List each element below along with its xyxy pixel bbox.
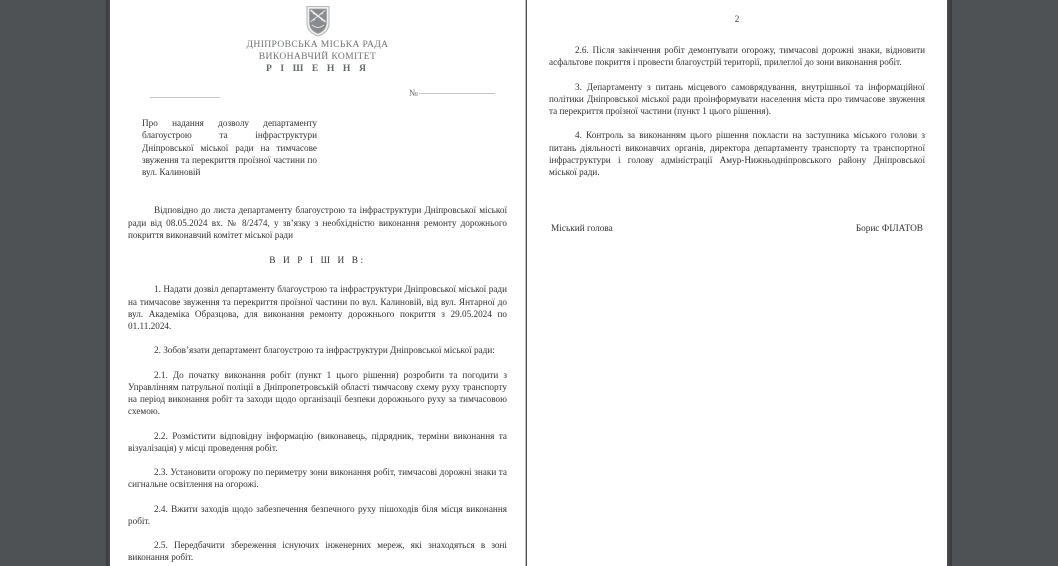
clause-2-5: 2.5. Передбачити збереження існуючих інженерних мереж, які знаходяться в зоні виконання робіт. bbox=[128, 540, 507, 563]
subject-text: Про надання дозволу департаменту благоустрою та інфраструктури Дніпровської міської ради на тимчасове звуження та перекриття проїзної частини по вул. Калиновій bbox=[142, 118, 317, 178]
clause-3: 3. Департаменту з питань місцевого самоврядування, внутрішньої та інформаційної політики Дніпровської міської ради проінформувати населення міста про тимчасове звуження та перекриття проїзної частини (пункт 1 цього рішення). bbox=[549, 81, 925, 116]
clause-2-3: 2.3. Установити огорожу по периметру зони виконання робіт, тимчасові дорожні знаки та сигнальне освітлення на огорожі. bbox=[128, 467, 507, 490]
page-left-shadow bbox=[106, 0, 110, 566]
clause-2-1: 2.1. До початку виконання робіт (пункт 1 цього рішення) розробити та погодити з Управлінням патрульної поліції в Дніпропетровській області тимчасову схему руху транспорту на період виконання робіт та заходи щодо організації безпеки дорожнього руху за тимчасовою схемою. bbox=[128, 369, 507, 417]
clause-2-4: 2.4. Вжити заходів щодо забезпечення безпечного руху пішоходів біля місця виконання робіт. bbox=[128, 503, 507, 526]
right-page-body bbox=[549, 44, 925, 178]
emblem-container bbox=[128, 0, 507, 39]
document-page-1[interactable] bbox=[110, 0, 526, 566]
org-name-line-1: ДНІПРОВСЬКА МІСЬКА РАДА bbox=[246, 39, 389, 50]
document-type-heading: Р І Ш Е Н Н Я bbox=[265, 63, 370, 75]
clause-2-6: 2.6. Після закінчення робіт демонтувати огорожу, тимчасові дорожні знаки, відновити асфальтове покриття і провести благоустрій території, прилеглої до зони виконання робіт. bbox=[549, 45, 925, 68]
signatory-name: Борис ФІЛАТОВ bbox=[855, 224, 923, 235]
dnipro-coat-of-arms-icon bbox=[305, 5, 331, 37]
clause-4: 4. Контроль за виконанням цього рішення покласти на заступника міського голови з питань діяльності виконавчих органів, директора департаменту транспорту та транспортної інфраструктури і голову адміністрації Амур-Нижньодніпровського району Дніпровської міської ради. bbox=[549, 130, 925, 177]
document-number-field[interactable] bbox=[409, 89, 495, 99]
org-name-line-2: ВИКОНАВЧИЙ КОМІТЕТ bbox=[258, 50, 377, 62]
subject-block bbox=[142, 117, 317, 178]
date-blank-rule bbox=[150, 97, 220, 98]
clause-2-2: 2.2. Розмістити відповідну інформацію (виконавець, підрядник, терміни виконання та візуалізація) у місці проведення робіт. bbox=[128, 430, 507, 453]
clause-2: 2. Зобов’язати департамент благоустрою та інфраструктури Дніпровської міської ради: bbox=[154, 345, 495, 356]
document-page-2[interactable] bbox=[527, 0, 947, 566]
signatory-position: Міський голова bbox=[551, 224, 613, 235]
organization-header bbox=[128, 39, 507, 75]
clause-1: 1. Надати дозвіл департаменту благоустрою та інфраструктури Дніпровської міської ради на тимчасове звуження та перекриття проїзної частини по вул. Калиновій, від вул. Янтарної до вул. Академіка Образцова, для виконання ремонту дорожнього покриття з 29.05.2024 по 01.11.2024. bbox=[128, 284, 507, 332]
preamble-paragraph: Відповідно до листа департаменту благоустрою та інфраструктури Дніпровської міської ради від 08.05.2024 вх. № 8/2474, у зв’язку з необхідністю виконання ремонту дорожнього покриття виконавчий комітет міської ради bbox=[128, 205, 507, 240]
resolution-keyword: В И Р І Ш И В: bbox=[269, 256, 366, 267]
page-number: 2 bbox=[734, 14, 740, 24]
number-sign-label: № bbox=[408, 89, 418, 100]
signature-block bbox=[549, 224, 925, 234]
number-blank-rule bbox=[419, 93, 495, 94]
page-right-shadow bbox=[947, 0, 952, 566]
left-page-body bbox=[128, 204, 507, 563]
date-number-row bbox=[128, 83, 507, 109]
